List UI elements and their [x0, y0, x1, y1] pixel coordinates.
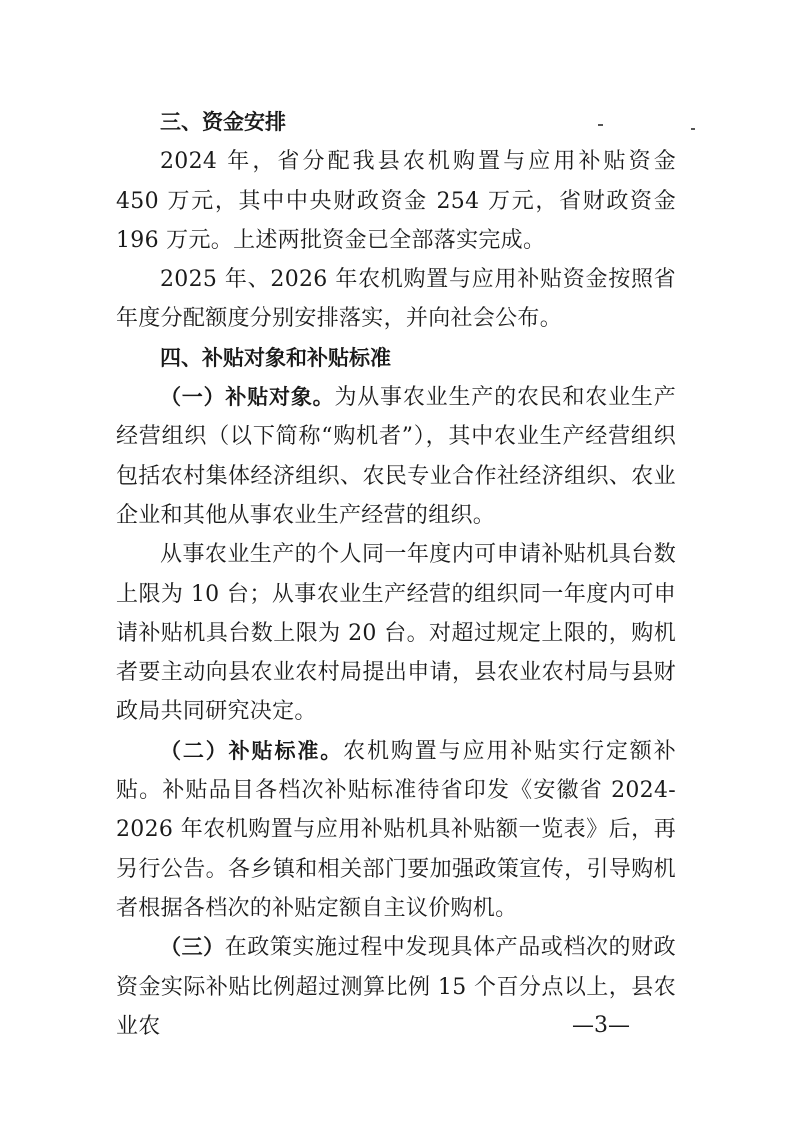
page-number: —3—	[572, 1013, 630, 1038]
subsidy-target-text: 为从事农业生产的农民和农业生产经营组织（以下简称“购机者”），其中农业生产经营组织包括农村集体经济组织、农民专业合作社经济组织、农业企业和其他从事农业生产经营的组织。	[116, 385, 676, 528]
subsidy-standard-lead: （二）补贴标准。	[160, 738, 344, 763]
paragraph-funding-2024: 2024 年，省分配我县农机购置与应用补贴资金 450 万元，其中中央财政资金 254 万元，省财政资金 196 万元。上述两批资金已全部落实完成。	[116, 149, 676, 253]
subsidy-ratio-text: 在政策实施过程中发现具体产品或档次的财政资金实际补贴比例超过测算比例 15 个百分点以上，县农业农	[116, 935, 676, 1039]
section-heading-funding: 三、资金安排	[160, 110, 286, 134]
paragraph-funding-2025-2026: 2025 年、2026 年农机购置与应用补贴资金按照省年度分配额度分别安排落实，并向社会公布。	[116, 267, 676, 332]
scan-speck	[691, 128, 695, 130]
subsidy-target-lead: （一）补贴对象。	[160, 385, 335, 410]
paragraph-subsidy-target	[116, 378, 676, 535]
paragraph-subsidy-standard	[116, 732, 676, 928]
document-body	[116, 103, 676, 1046]
paragraph-machine-limits: 从事农业生产的个人同一年度内可申请补贴机具台数上限为 10 台；从事农业生产经营的组织同一年度内可申请补贴机具台数上限为 20 台。对超过规定上限的，购机者要主动向县农业农村局提出申请，县农业农村局与县财政局共同研究决定。	[116, 542, 676, 725]
section-heading-subsidy: 四、补贴对象和补贴标准	[160, 345, 391, 370]
subsidy-ratio-lead: （三）	[160, 935, 225, 960]
subsidy-standard-text: 农机购置与应用补贴实行定额补贴。补贴品目各档次补贴标准待省印发《安徽省 2024-2026 年农机购置与应用补贴机具补贴额一览表》后，再另行公告。各乡镇和相关部门要加强政策宣传，引导购机者根据各档次的补贴定额自主议价购机。	[116, 738, 676, 921]
